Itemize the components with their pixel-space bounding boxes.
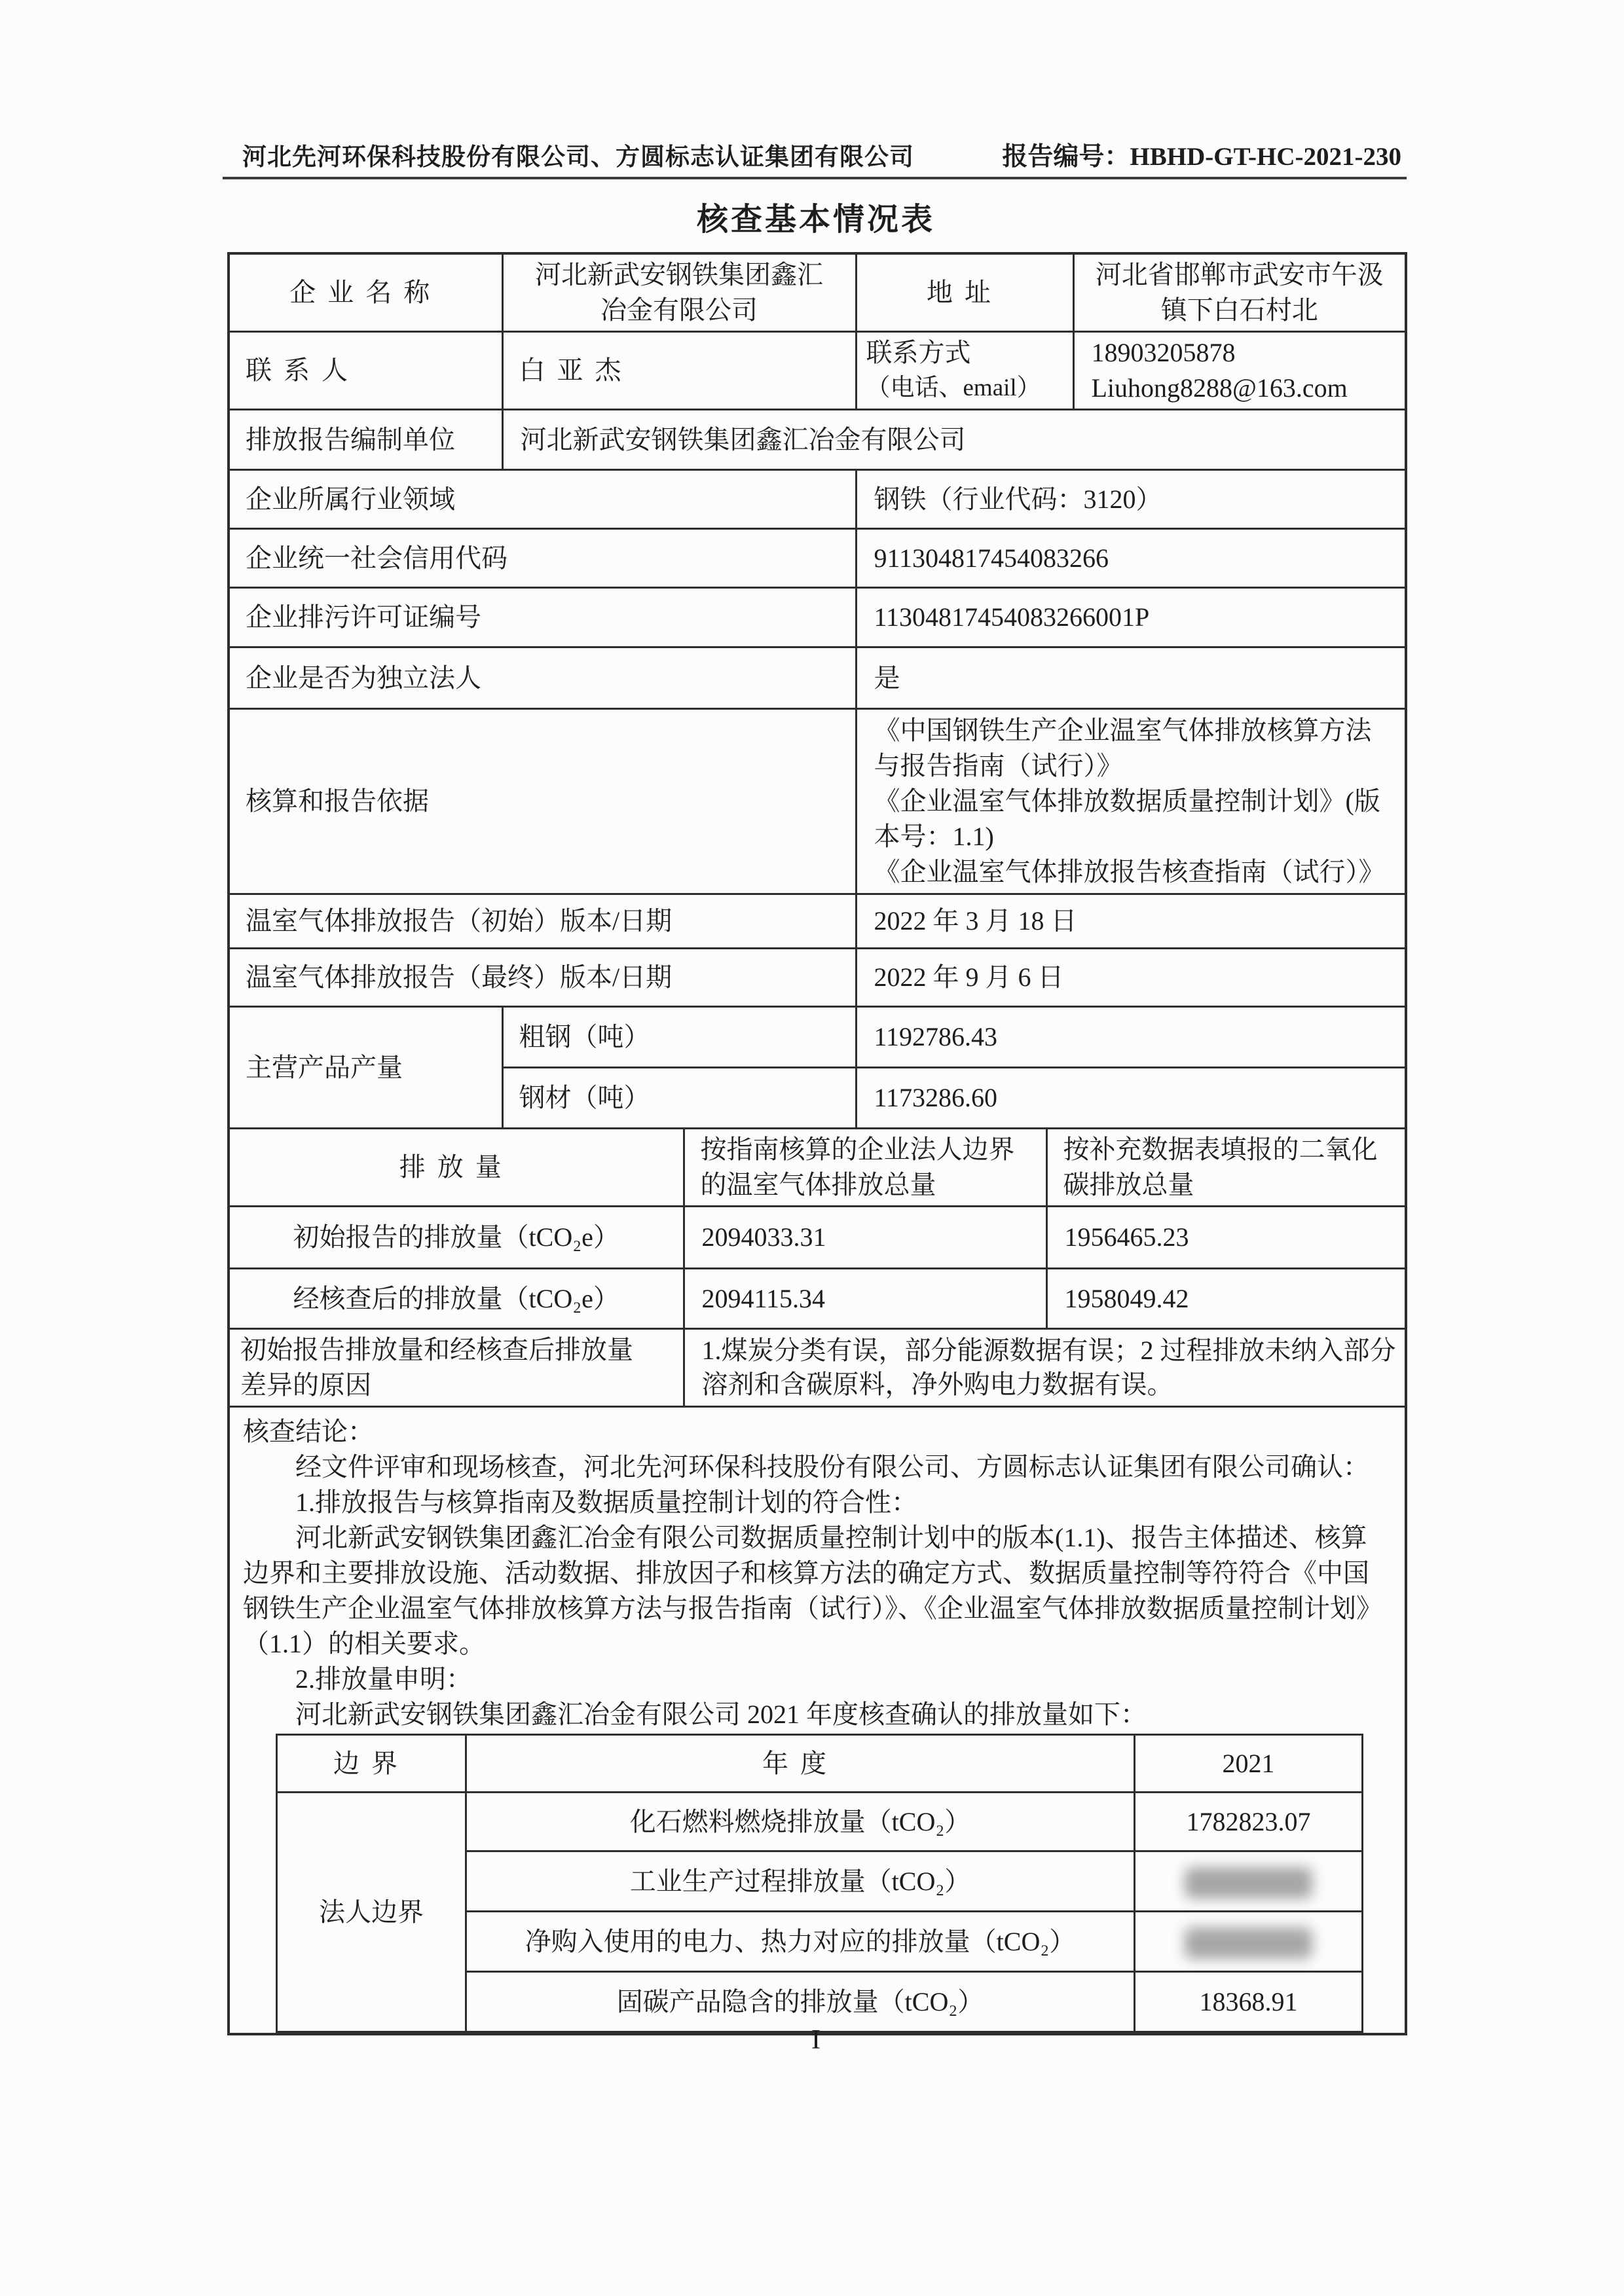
row-difference-reason (229, 1329, 1406, 1407)
conclusion-paragraph-3: 河北新武安钢铁集团鑫汇冶金有限公司数据质量控制计划中的版本(1.1)、报告主体描述、核算边界和主要排放设施、活动数据、排放因子和核算方法的确定方式、数据质量控制等符符合《中国钢铁生产企业温室气体排放核算方法与报告指南（试行）》、《企业温室气体排放数据质量控制计划》（1.1）的相关要求。 (243, 1523, 1382, 1658)
industrial-process-emissions-value (1135, 1851, 1363, 1912)
contact-label: 联系人 (229, 332, 502, 410)
row-independent-entity (229, 647, 1406, 709)
row-report-initial (229, 894, 1406, 949)
product-crude-steel-value: 1192786.43 (856, 1007, 1406, 1068)
report-unit-label: 排放报告编制单位 (229, 410, 502, 470)
row-product-crude-steel (229, 1007, 1406, 1068)
legal-entity-boundary-label: 法人边界 (277, 1793, 466, 2032)
boundary-column-header: 边界 (277, 1735, 466, 1793)
redacted-value-blur (1185, 1927, 1312, 1959)
basis-label: 核算和报告依据 (229, 709, 856, 894)
company-name-value: 河北新武安钢铁集团鑫汇 冶金有限公司 (502, 253, 856, 332)
row-report-unit (229, 410, 1406, 470)
row-report-final (229, 949, 1406, 1007)
verified-emissions-guideline-value: 2094115.34 (684, 1269, 1046, 1329)
emissions-header-label: 排放量 (229, 1129, 684, 1207)
report-number-label: 报告编号： (1002, 143, 1130, 171)
row-verified-emissions (229, 1269, 1406, 1329)
product-steel-label: 钢材（吨） (502, 1068, 856, 1129)
basic-info-table (227, 252, 1407, 2035)
document-title: 核查基本情况表 (696, 202, 935, 237)
permit-no-label: 企业排污许可证编号 (229, 588, 856, 647)
difference-reason-label: 初始报告排放量和经核查后排放量 差异的原因 (229, 1329, 684, 1407)
redacted-value-blur (1185, 1867, 1312, 1899)
fossil-fuel-emissions-label: 化石燃料燃烧排放量（tCO₂） (466, 1793, 1135, 1851)
row-initial-emissions (229, 1207, 1406, 1269)
row-company-address (229, 253, 1406, 332)
initial-emissions-supplementary-value: 1956465.23 (1046, 1207, 1406, 1269)
permit-no-value: 11304817454083266001P (856, 588, 1406, 647)
row-emissions-header (229, 1129, 1406, 1207)
contact-value: 白亚杰 (502, 332, 856, 410)
contact-method-value (1073, 332, 1406, 410)
page-header (242, 136, 1401, 173)
conclusion-paragraph-2: 1.排放报告与核算指南及数据质量控制计划的符合性： (295, 1487, 917, 1517)
address-value: 河北省邯郸市武安市午汲 镇下白石村北 (1073, 253, 1406, 332)
contact-email: Liuhong8288@163.com (1091, 373, 1348, 403)
row-conclusion (229, 1407, 1406, 2035)
net-purchased-power-emissions-value (1135, 1912, 1363, 1972)
report-number-value: HBHD-GT-HC-2021-230 (1130, 143, 1401, 171)
basic-info-table-wrapper (227, 252, 1407, 2035)
conclusion-paragraph-5: 河北新武安钢铁集团鑫汇冶金有限公司 2021 年度核查确认的排放量如下： (295, 1700, 1147, 1729)
header-divider-rule (223, 177, 1407, 179)
row-contact (229, 332, 1406, 410)
address-label: 地址 (856, 253, 1073, 332)
industrial-process-emissions-label: 工业生产过程排放量（tCO₂） (466, 1851, 1135, 1912)
conclusion-cell (229, 1407, 1406, 2035)
emissions-col-guideline-header: 按指南核算的企业法人边界 的温室气体排放总量 (684, 1129, 1046, 1207)
row-permit-no (229, 588, 1406, 647)
report-initial-value: 2022 年 3 月 18 日 (856, 894, 1406, 949)
independent-label: 企业是否为独立法人 (229, 647, 856, 709)
carbon-sequestered-emissions-value: 18368.91 (1135, 1972, 1363, 2032)
product-crude-steel-label: 粗钢（吨） (502, 1007, 856, 1068)
credit-code-value: 911304817454083266 (856, 529, 1406, 588)
report-unit-value: 河北新武安钢铁集团鑫汇冶金有限公司 (502, 410, 1406, 470)
report-number (1002, 136, 1401, 173)
row-accounting-basis (229, 709, 1406, 894)
net-purchased-power-emissions-label: 净购入使用的电力、热力对应的排放量（tCO₂） (466, 1912, 1135, 1972)
company-name-label: 企业名称 (229, 253, 502, 332)
row-credit-code (229, 529, 1406, 588)
report-initial-label: 温室气体排放报告（初始）版本/日期 (229, 894, 856, 949)
industry-value: 钢铁（行业代码：3120） (856, 470, 1406, 529)
report-final-label: 温室气体排放报告（最终）版本/日期 (229, 949, 856, 1007)
product-steel-value: 1173286.60 (856, 1068, 1406, 1129)
contact-phone: 18903205878 (1091, 338, 1236, 367)
carbon-sequestered-emissions-label: 固碳产品隐含的排放量（tCO₂） (466, 1972, 1135, 2032)
boundary-table-header-row (277, 1735, 1363, 1793)
basis-value: 《中国钢铁生产企业温室气体排放核算方法 与报告指南（试行）》 《企业温室气体排放数据质量控制计划》(版 本号：1.1) 《企业温室气体排放报告核查指南（试行）》 (856, 709, 1406, 894)
emissions-col-supplementary-header: 按补充数据表填报的二氧化 碳排放总量 (1046, 1129, 1406, 1207)
boundary-emissions-table (276, 1734, 1363, 2033)
credit-code-label: 企业统一社会信用代码 (229, 529, 856, 588)
header-company-names: 河北先河环保科技股份有限公司、方圆标志认证集团有限公司 (242, 144, 914, 171)
boundary-row-fossil-fuel (277, 1793, 1363, 1851)
products-label: 主营产品产量 (229, 1007, 502, 1129)
verified-emissions-label: 经核查后的排放量（tCO₂e） (229, 1269, 684, 1329)
conclusion-paragraph-1: 经文件评审和现场核查，河北先河环保科技股份有限公司、方圆标志认证集团有限公司确认： (295, 1452, 1369, 1482)
row-industry (229, 470, 1406, 529)
conclusion-heading: 核查结论： (243, 1417, 374, 1446)
contact-method-label: 联系方式 （电话、email） (856, 332, 1073, 410)
verified-emissions-supplementary-value: 1958049.42 (1046, 1269, 1406, 1329)
year-value-header: 2021 (1135, 1735, 1363, 1793)
fossil-fuel-emissions-value: 1782823.07 (1135, 1793, 1363, 1851)
industry-label: 企业所属行业领域 (229, 470, 856, 529)
page-number: I (811, 2025, 821, 2055)
conclusion-paragraph-4: 2.排放量申明： (295, 1664, 472, 1694)
initial-emissions-label: 初始报告的排放量（tCO₂e） (229, 1207, 684, 1269)
initial-emissions-guideline-value: 2094033.31 (684, 1207, 1046, 1269)
report-final-value: 2022 年 9 月 6 日 (856, 949, 1406, 1007)
independent-value: 是 (856, 647, 1406, 709)
year-column-header: 年度 (466, 1735, 1135, 1793)
difference-reason-value: 1.煤炭分类有误，部分能源数据有误；2 过程排放未纳入部分溶剂和含碳原料，净外购电力数据有误。 (684, 1329, 1406, 1407)
